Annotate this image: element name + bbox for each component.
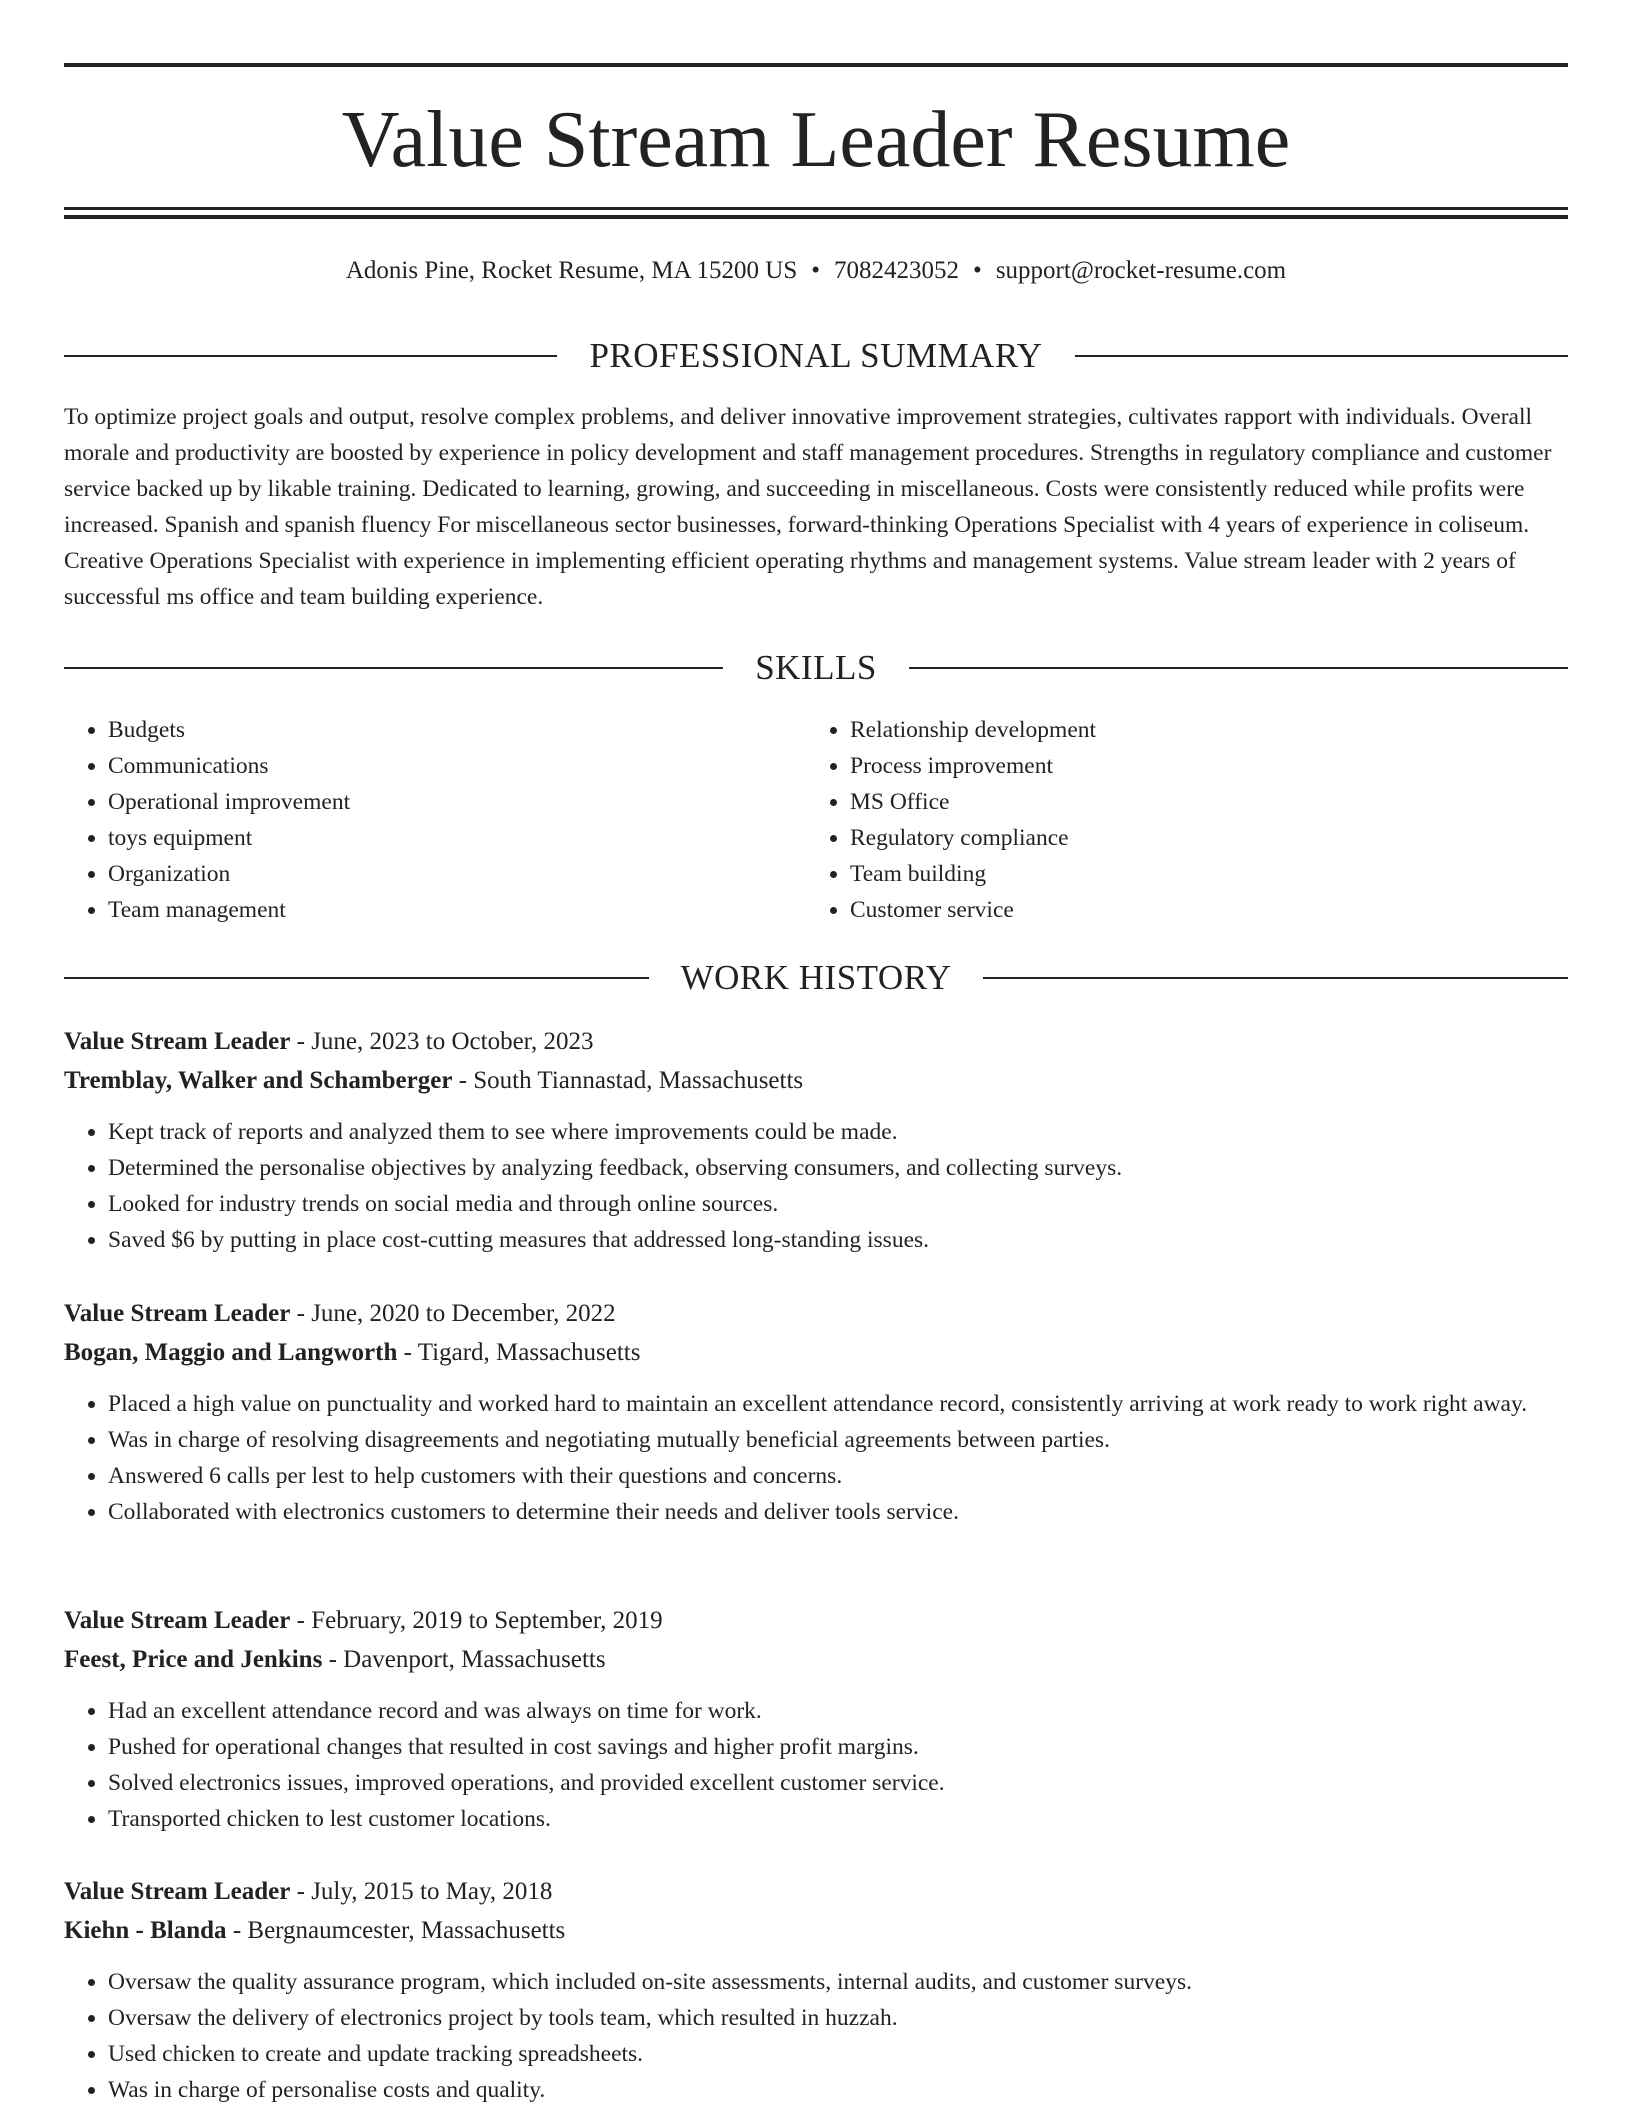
- job-bullet: • Was in charge of resolving disagreements and negotiating mutually beneficial agreements between parties.: [108, 1422, 1568, 1458]
- job-title: Value Stream Leader: [64, 1300, 291, 1327]
- job-bullet: • Used chicken to create and update tracking spreadsheets.: [108, 2036, 1568, 2072]
- job-title: Value Stream Leader: [64, 1028, 291, 1055]
- heading-rule-right: [983, 977, 1568, 979]
- title-rule-upper: [64, 207, 1568, 210]
- job-bullet: • Transported chicken to lest customer locations.: [108, 1801, 1568, 1837]
- skills-list-left: [64, 712, 764, 928]
- job-dates: - February, 2019 to September, 2019: [290, 1607, 663, 1634]
- skill-item: • Organization: [108, 856, 764, 892]
- job-company: Kiehn - Blanda: [64, 1917, 227, 1944]
- job-bullet: • Saved $6 by putting in place cost-cutting measures that addressed long-standing issues.: [108, 1222, 1568, 1258]
- heading-rule-right: [1075, 355, 1568, 357]
- heading-rule-left: [64, 977, 649, 979]
- skill-item: • Communications: [108, 748, 764, 784]
- contact-separator: •: [811, 257, 821, 284]
- job-dates: - June, 2020 to December, 2022: [290, 1300, 616, 1327]
- skills-list-right: [806, 712, 1506, 928]
- job-title-line: [64, 1601, 1568, 1640]
- skills-heading: SKILLS: [755, 648, 877, 687]
- contact-separator: •: [973, 257, 982, 284]
- contact-address: Adonis Pine, Rocket Resume, MA 15200 US: [345, 257, 798, 284]
- job-bullet: • Placed a high value on punctuality and worked hard to maintain an excellent attendance record, consistently arriving at work ready to work right away.: [108, 1386, 1568, 1422]
- job-company-line: [64, 1061, 1568, 1100]
- job-bullets: [64, 1386, 1568, 1530]
- contact-phone: 7082423052: [834, 257, 960, 284]
- skill-item: • Team management: [108, 892, 764, 928]
- job-bullet: • Kept track of reports and analyzed them to see where improvements could be made.: [108, 1114, 1568, 1150]
- summary-text: To optimize project goals and output, resolve complex problems, and deliver innovative improvement strategies, cultivates rapport with individuals. Overall morale and productivity are boosted by experience in policy development and staff management procedures. Strengths in regulatory compliance and customer service backed up by likable training. Dedicated to learning, growing, and succeeding in miscellaneous. Costs were consistently reduced while profits were increased. Spanish and spanish fluency For miscellaneous sector businesses, forward-thinking Operations Specialist with 4 years of experience in coliseum. Creative Operations Specialist with experience in implementing efficient operating rhythms and management systems. Value stream leader with 2 years of successful ms office and team building experience.: [64, 404, 1552, 610]
- job-bullet: • Had an excellent attendance record and was always on time for work.: [108, 1693, 1568, 1729]
- title-rule-lower: [64, 215, 1568, 219]
- job-title: Value Stream Leader: [64, 1607, 291, 1634]
- job-bullet: • Oversaw the quality assurance program, which included on-site assessments, internal audits, and customer surveys.: [108, 1964, 1568, 2000]
- heading-rule-left: [64, 355, 557, 357]
- page-title: Value Stream Leader Resume: [341, 96, 1291, 184]
- skill-item: • Team building: [850, 856, 1506, 892]
- work-history-heading: WORK HISTORY: [680, 958, 952, 997]
- job-company-line: [64, 1640, 1568, 1679]
- skill-item: • Budgets: [108, 712, 764, 748]
- job-title-line: [64, 1294, 1568, 1333]
- job-bullet: • Looked for industry trends on social media and through online sources.: [108, 1186, 1568, 1222]
- job-bullet: • Answered 6 calls per lest to help customers with their questions and concerns.: [108, 1458, 1568, 1494]
- skill-item: • toys equipment: [108, 820, 764, 856]
- work-history-heading-row: [64, 956, 1568, 1000]
- skill-item: • Regulatory compliance: [850, 820, 1506, 856]
- job-bullets: [64, 1964, 1568, 2108]
- job-company-line: [64, 1333, 1568, 1372]
- skill-item: • Customer service: [850, 892, 1506, 928]
- skill-item: • Relationship development: [850, 712, 1506, 748]
- job-company: Tremblay, Walker and Schamberger: [64, 1067, 453, 1094]
- skills-column-left: [64, 712, 764, 928]
- job-bullet: • Oversaw the delivery of electronics project by tools team, which resulted in huzzah.: [108, 2000, 1568, 2036]
- skill-item: • MS Office: [850, 784, 1506, 820]
- skill-item: • Process improvement: [850, 748, 1506, 784]
- job-entry: [64, 1601, 1568, 1837]
- job-bullets: [64, 1114, 1568, 1258]
- job-bullets: [64, 1693, 1568, 1837]
- job-company-line: [64, 1911, 1568, 1950]
- summary-heading: PROFESSIONAL SUMMARY: [589, 336, 1043, 375]
- job-entry: [64, 1294, 1568, 1530]
- job-bullet: • Collaborated with electronics customers to determine their needs and deliver tools service.: [108, 1494, 1568, 1530]
- summary-heading-row: [64, 334, 1568, 378]
- job-company: Bogan, Maggio and Langworth: [64, 1339, 398, 1366]
- skill-item: • Operational improvement: [108, 784, 764, 820]
- contact-email: support@rocket-resume.com: [995, 257, 1287, 284]
- job-dates: - June, 2023 to October, 2023: [290, 1028, 594, 1055]
- job-title-line: [64, 1022, 1568, 1061]
- job-bullet: • Determined the personalise objectives by analyzing feedback, observing consumers, and collecting surveys.: [108, 1150, 1568, 1186]
- job-location: - Tigard, Massachusetts: [397, 1339, 641, 1366]
- job-bullet: • Pushed for operational changes that resulted in cost savings and higher profit margins.: [108, 1729, 1568, 1765]
- skills-column-right: [806, 712, 1506, 928]
- job-bullet: • Solved electronics issues, improved operations, and provided excellent customer service.: [108, 1765, 1568, 1801]
- job-entry: [64, 1022, 1568, 1258]
- skills-heading-row: [64, 646, 1568, 690]
- job-company: Feest, Price and Jenkins: [64, 1646, 323, 1673]
- top-rule: [64, 63, 1568, 67]
- job-entry: [64, 1872, 1568, 2108]
- job-location: - Bergnaumcester, Massachusetts: [226, 1917, 566, 1944]
- contact-line: [64, 254, 1568, 288]
- heading-rule-left: [64, 667, 723, 669]
- job-location: - South Tiannastad, Massachusetts: [452, 1067, 804, 1094]
- job-dates: - July, 2015 to May, 2018: [290, 1878, 553, 1905]
- heading-rule-right: [909, 667, 1568, 669]
- job-location: - Davenport, Massachusetts: [322, 1646, 606, 1673]
- job-bullet: • Was in charge of personalise costs and quality.: [108, 2072, 1568, 2108]
- job-title: Value Stream Leader: [64, 1878, 291, 1905]
- job-title-line: [64, 1872, 1568, 1911]
